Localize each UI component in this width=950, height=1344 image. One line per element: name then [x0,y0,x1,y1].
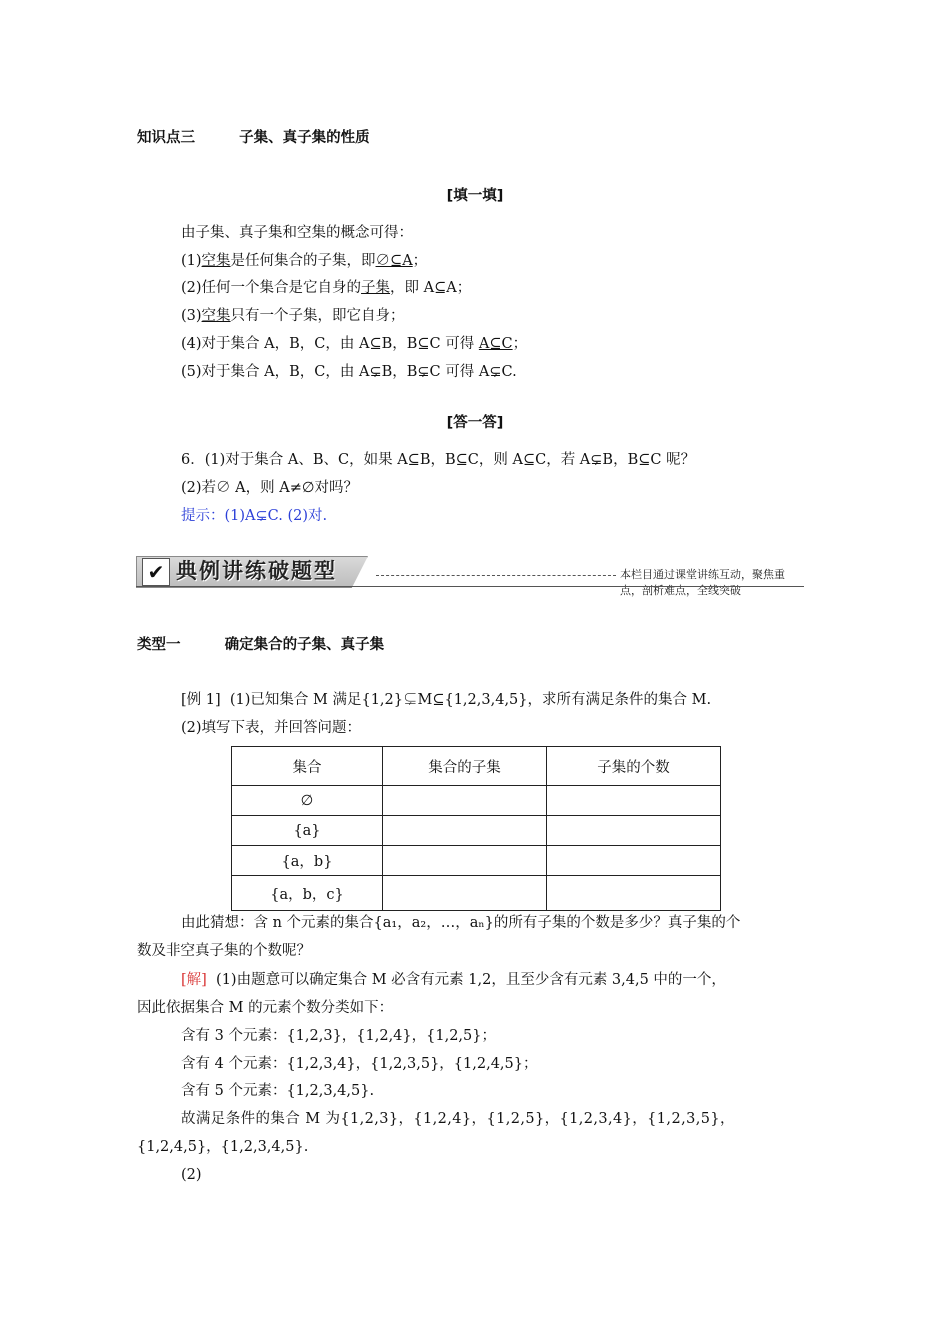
table-cell-set: ∅ [232,786,383,816]
fill-intro: 由子集、真子集和空集的概念可得： [181,225,413,241]
fill-title: [填一填] [446,188,504,204]
example-1-part-2: (2)填写下表，并回答问题： [181,720,362,736]
banner-rule [136,586,804,587]
question-6-line-2: (2)若∅ A，则 A≠∅对吗？ [181,480,358,496]
section-number: 知识点三 [137,130,195,146]
solution-line-4: 含有 4 个元素：{1,2,3,4}，{1,2,3,5}，{1,2,4,5}； [181,1056,538,1072]
banner-dashed-line [376,575,616,576]
banner-title: 典例讲练破题型 [176,559,337,583]
fill-item-1-underlined: 空集 [201,253,231,269]
fill-item-4-answer: A⊆C [478,336,513,352]
table-row [232,846,721,876]
table-row [232,876,721,911]
type-title: 确定集合的子集、真子集 [224,637,385,653]
example-label: [例 1] [181,692,221,708]
question-6-line-1: 6．(1)对于集合 A、B、C，如果 A⊆B，B⊆C，则 A⊆C，若 A⊊B，B⊆C 呢？ [181,452,696,468]
table-row [232,816,721,846]
hint-label: 提示： [181,508,225,524]
solution-line-8: (2) [181,1167,202,1183]
solution-line-2: 因此依据集合 M 的元素个数分类如下： [137,1000,394,1016]
guess-line-1: 由此猜想：含 n 个元素的集合{a₁，a₂，…，aₙ}的所有子集的个数是多少？真子集的个 [181,915,741,931]
table-cell-blank [547,876,721,911]
solution-line-7: {1,2,4,5}，{1,2,3,4,5}. [137,1139,309,1155]
hint-text: (1)A⊊C. (2)对. [224,508,328,524]
table-header-row [232,747,721,786]
solution-line-1: [解] (1)由题意可以确定集合 M 必含有元素 1,2，且至少含有元素 3,4,5 中的一个， [181,972,726,988]
section-title: 子集、真子集的性质 [239,130,370,146]
guess-line-2: 数及非空真子集的个数呢？ [137,943,311,959]
fill-item-2-underlined: 子集 [361,280,391,296]
table-cell-blank [383,786,547,816]
fill-item-1: (1)空集是任何集合的子集，即∅⊆A； [181,253,428,269]
table-cell-blank [547,786,721,816]
solution-label: [解] [181,972,207,988]
table-cell-blank [547,816,721,846]
table-cell-blank [383,846,547,876]
table-header-cell: 子集的个数 [547,747,721,786]
answer-title: [答一答] [446,415,504,431]
fill-item-5: (5)对于集合 A，B，C，由 A⊊B，B⊊C 可得 A⊊C. [181,364,517,380]
table-cell-blank [383,876,547,911]
table-cell-set: {a，b} [232,846,383,876]
table-cell-set: {a} [232,816,383,846]
type-heading [137,635,384,655]
example-1-part-1: [例 1] (1)已知集合 M 满足{1,2}⊊M⊆{1,2,3,4,5}，求所有满足条件的集合 M. [181,692,712,708]
type-number: 类型一 [137,637,181,653]
subset-table [231,746,721,911]
solution-line-6: 故满足条件的集合 M 为{1,2,3}，{1,2,4}，{1,2,5}，{1,2,3,4}，{1,2,3,5}， [181,1111,735,1127]
section-heading [137,128,370,148]
hint [181,506,327,526]
fill-item-4: (4)对于集合 A，B，C，由 A⊆B，B⊆C 可得 A⊆C； [181,336,528,352]
section-banner [136,556,804,597]
fill-item-3: (3)空集只有一个子集，即它自身； [181,308,405,324]
banner-note: 本栏目通过课堂讲练互动，聚焦重点，剖析难点，全线突破 [620,568,785,597]
solution-line-3: 含有 3 个元素：{1,2,3}，{1,2,4}，{1,2,5}； [181,1028,496,1044]
table-cell-blank [547,846,721,876]
solution-line-5: 含有 5 个元素：{1,2,3,4,5}. [181,1083,375,1099]
table-row [232,786,721,816]
fill-item-3-underlined: 空集 [201,308,231,324]
table-header-cell: 集合的子集 [383,747,547,786]
fill-item-1-answer: ∅⊆A [375,253,413,269]
table-header-cell: 集合 [232,747,383,786]
table-cell-set: {a，b，c} [232,876,383,911]
check-icon: ✔ [142,558,170,586]
table-cell-blank [383,816,547,846]
fill-item-2: (2)任何一个集合是它自身的子集，即 A⊆A； [181,280,472,296]
